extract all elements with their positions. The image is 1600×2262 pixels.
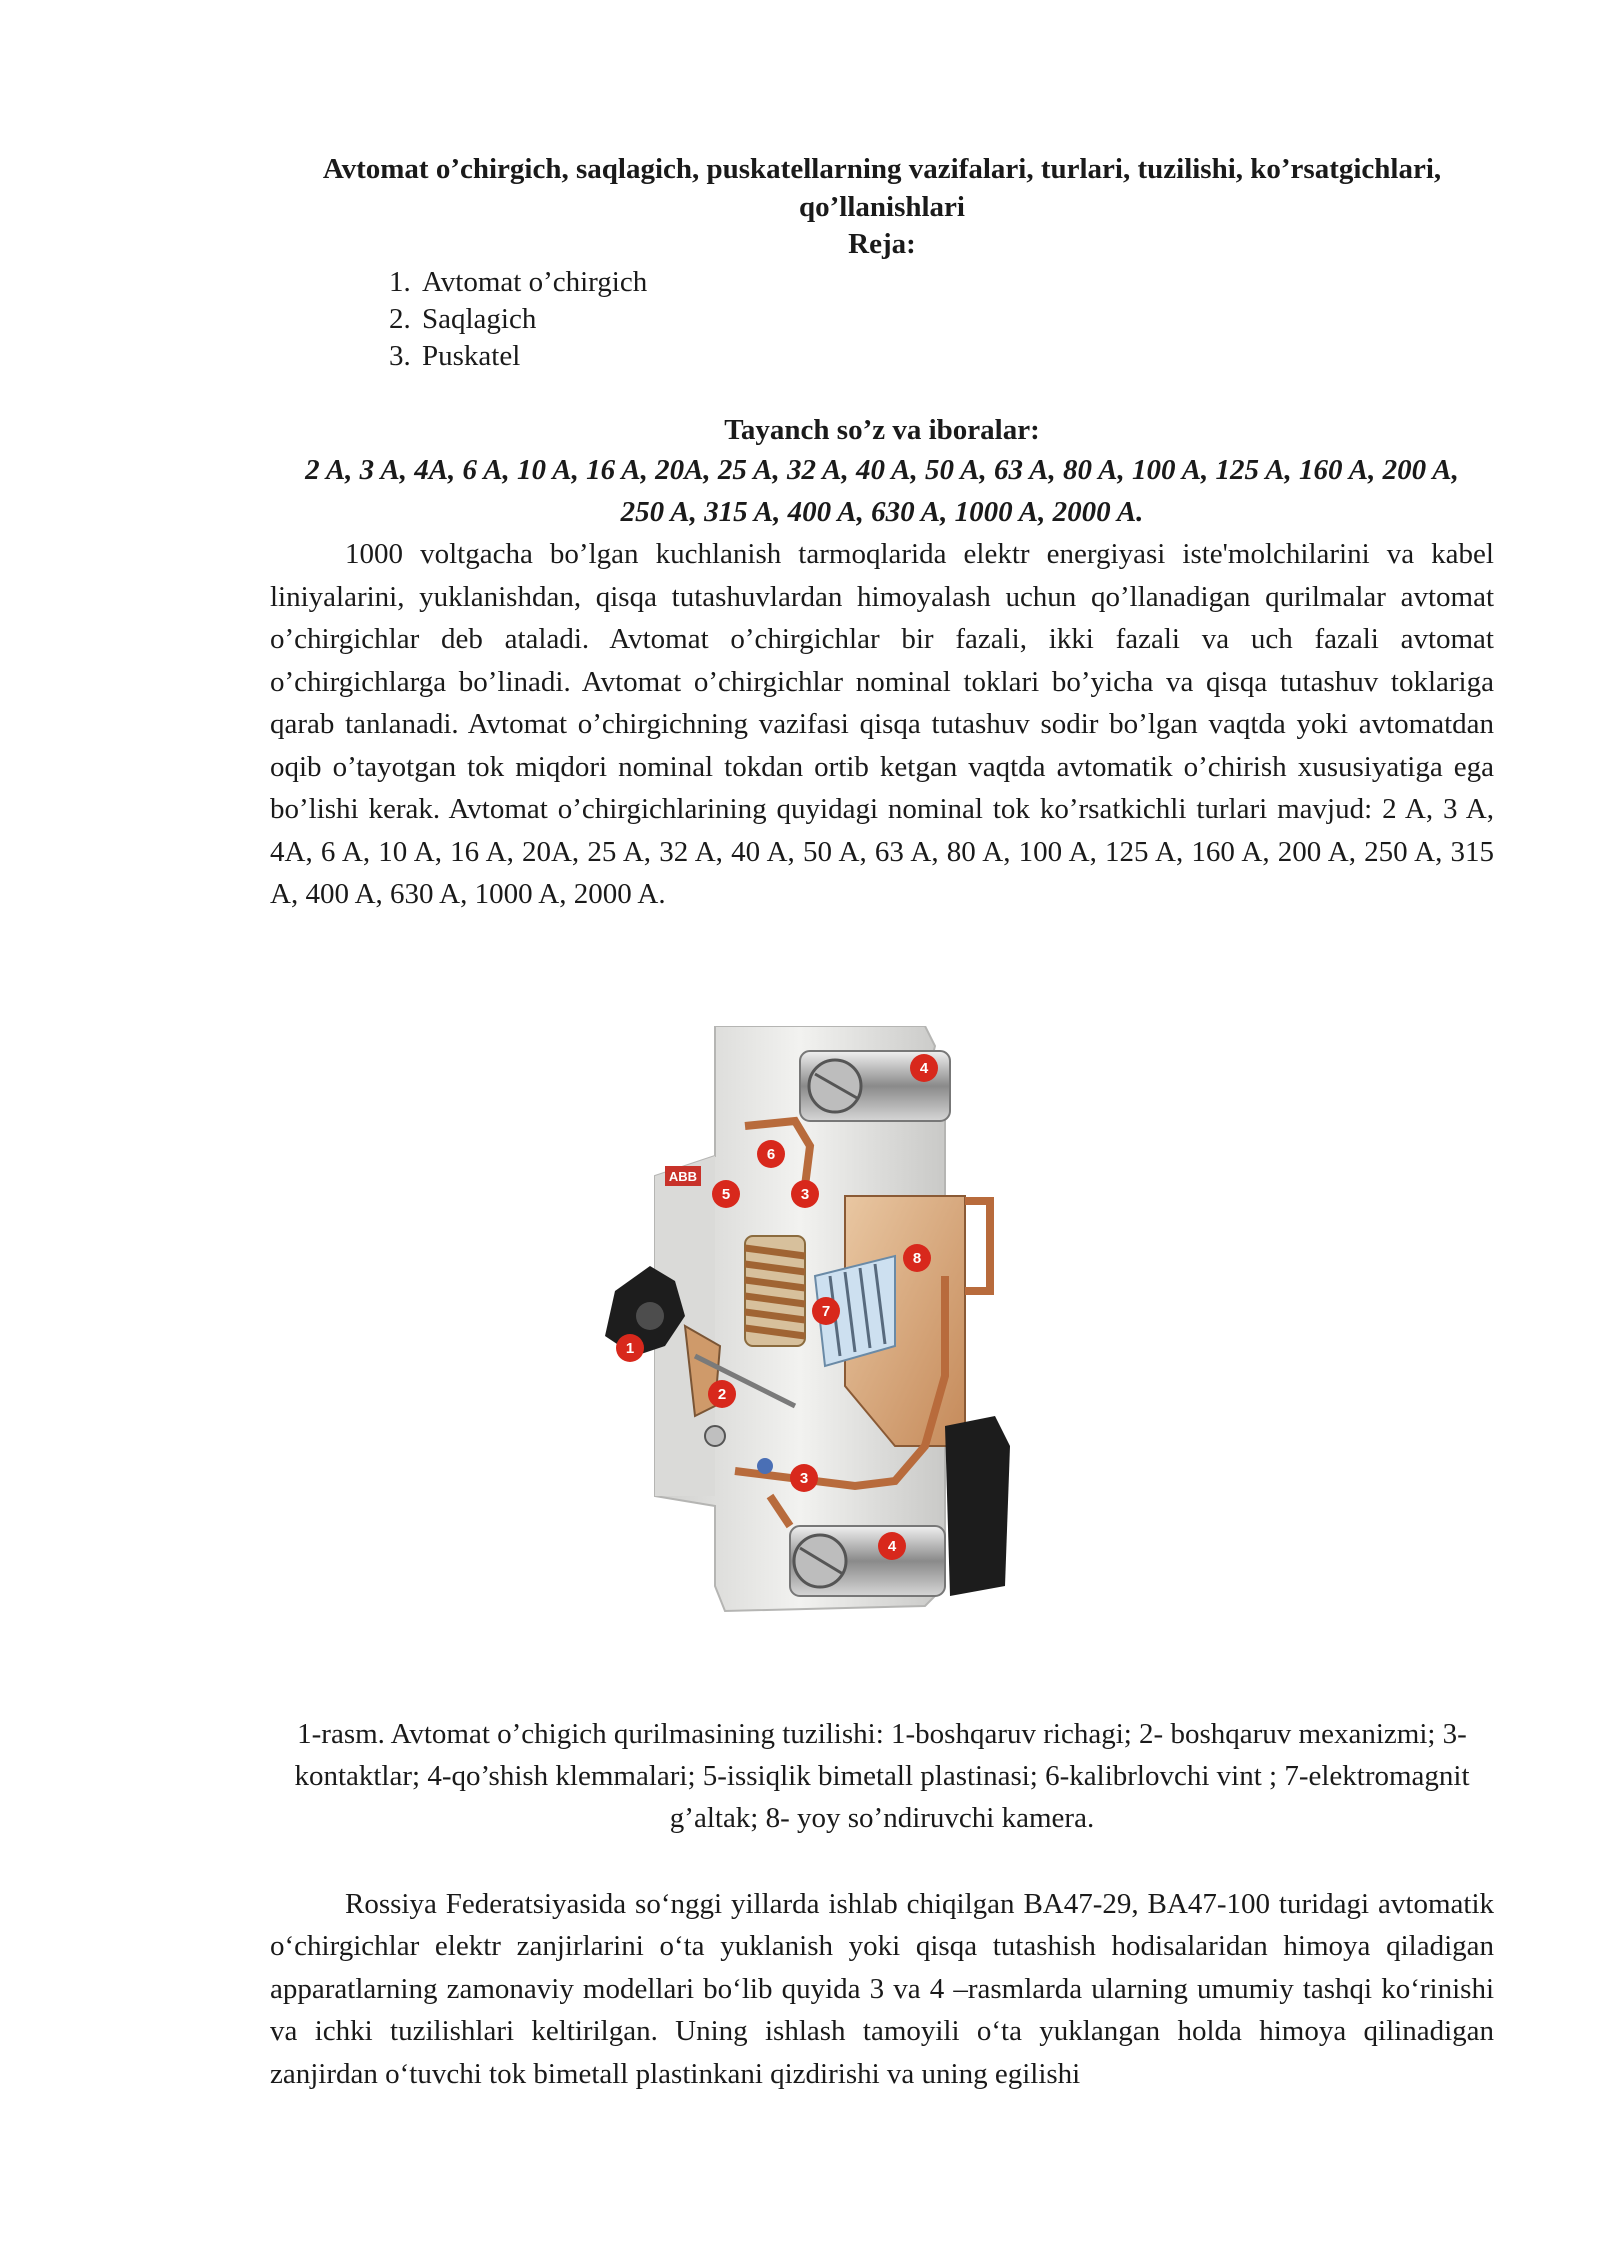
callout-7: 7: [821, 1302, 831, 1320]
paragraph-intro: 1000 voltgacha bo’lgan kuchlanish tarmoqlarida elektr energiyasi iste'molchilarini va kabel liniyalarini, yuklanishdan, qisqa tutashuvlardan himoyalash uchun qo’llanadigan qurilmalar avtomat o’chirgichlar deb ataladi. Avtomat o’chirgichlar bir fazali, ikki fazali va uch fazali avtomat o’chirgichlarga bo’linadi. Avtomat o’chirgichlar nominal toklari bo’yicha va qisqa tutashuv toklariga qarab tanlanadi. Avtomat o’chirgichning vazifasi qisqa tutashuv sodir bo’lgan vaqtda yoki avtomatdan oqib o’tayotgan tok miqdori nominal tokdan ortib ketgan vaqtda avtomatik o’chirish xususiyatiga ega bo’lishi kerak. Avtomat o’chirgichlarining quyidagi nominal tok ko’rsatkichli turlari mavjud: 2 A, 3 A, 4A, 6 A, 10 A, 16 A, 20A, 25 A, 32 A, 40 A, 50 A, 63 A, 80 A, 100 A, 125 A, 160 A, 200 A, 250 A, 315 A, 400 A, 630 A, 1000 A, 2000 A.: [270, 538, 1494, 910]
callout-3-bottom: 3: [799, 1469, 809, 1487]
plan-item: 3. Puskatel: [418, 338, 1494, 375]
abb-logo: ABB: [668, 1168, 698, 1184]
document-page: [270, 150, 1494, 2095]
callout-3-top: 3: [800, 1185, 810, 1203]
keywords-list: 2 A, 3 A, 4A, 6 A, 10 A, 16 A, 20A, 25 A, 32 A, 40 A, 50 A, 63 A, 80 A, 100 A, 125 A, 160 A, 200 A, 250 A, 315 A, 400 A, 630 A, 1000 A, 2000 A.: [305, 454, 1459, 528]
plan-list: [270, 264, 1494, 375]
callout-1: 1: [625, 1339, 635, 1357]
callout-2: 2: [717, 1385, 727, 1403]
document-title: Avtomat o’chirgich, saqlagich, puskatellarning vazifalari, turlari, tuzilishi, ko’rsatgichlari, qo’llanishlari: [322, 153, 1442, 223]
callout-4-top: 4: [919, 1059, 929, 1077]
circuit-breaker-cutaway-image: [595, 1026, 1165, 1631]
plan-item: 2. Saqlagich: [418, 301, 1494, 338]
callout-4-bottom: 4: [887, 1537, 897, 1555]
callout-6: 6: [766, 1145, 776, 1163]
plan-item: 1. Avtomat o’chirgich: [418, 264, 1494, 301]
callout-8: 8: [912, 1249, 922, 1267]
keywords-heading: Tayanch so’z va iboralar:: [724, 414, 1040, 446]
callout-5: 5: [721, 1185, 731, 1203]
plan-heading: Reja:: [848, 228, 916, 260]
figure-caption: 1-rasm. Avtomat o’chigich qurilmasining tuzilishi: 1-boshqaruv richagi; 2- boshqaruv mexanizmi; 3-kontaktlar; 4-qo’shish klemmalari; 5-issiqlik bimetall plastinasi; 6-kalibrlovchi vint ; 7-elektromagnit g’altak; 8- yoy so’ndiruvchi kamera.: [294, 1717, 1470, 1834]
paragraph-second: Rossiya Federatsiyasida so‘nggi yillarda ishlab chiqilgan BA47-29, BA47-100 turidagi avtomatik o‘chirgichlar elektr zanjirlarini o‘ta yuklanish yoki qisqa tutashish hodisalaridan himoya qiladigan apparatlarning zamonaviy modellari bo‘lib quyida 3 va 4 –rasmlarda ularning umumiy tashqi ko‘rinishi va ichki tuzilishlari keltirilgan. Uning ishlash tamoyili o‘ta yuklangan holda himoya qilinadigan zanjirdan o‘tuvchi tok bimetall plastinkani qizdirishi va uning egilishi: [270, 1887, 1494, 2090]
figure-area: [270, 918, 1494, 1703]
